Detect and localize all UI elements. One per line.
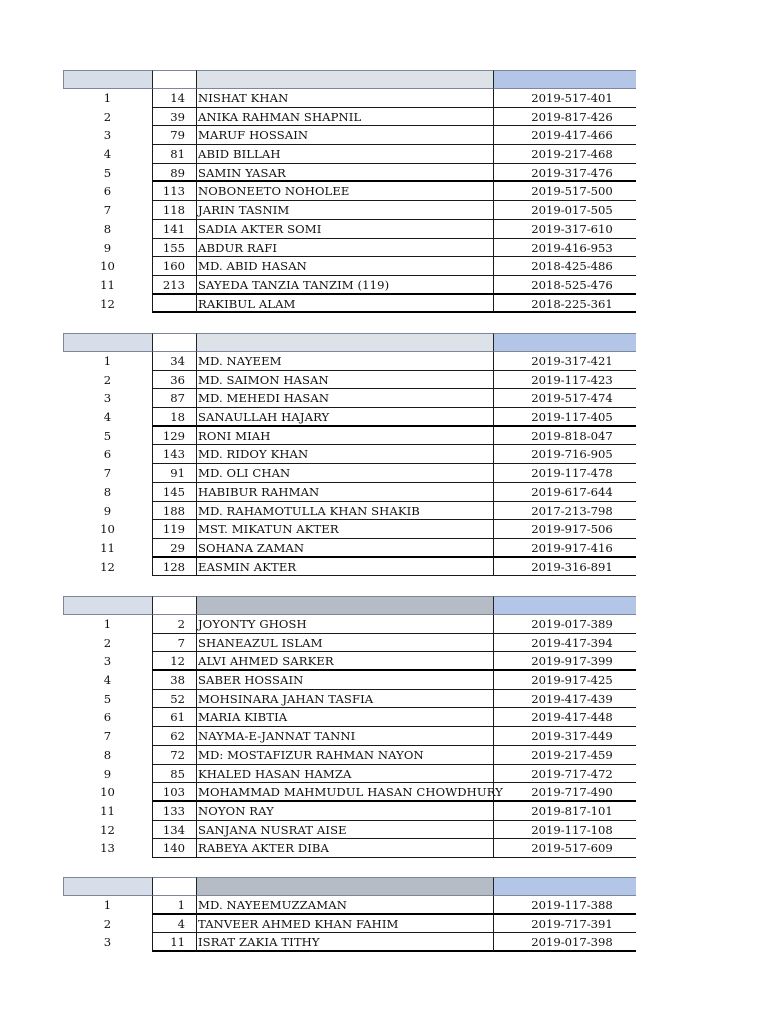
header-cell-roll — [152, 333, 197, 352]
serial-number: 1 — [103, 898, 112, 912]
header-cell-id — [493, 333, 636, 352]
student-id: 2019-517-474 — [493, 389, 636, 408]
header-cell-id — [493, 70, 636, 89]
student-name: NOYON RAY — [197, 802, 493, 821]
serial-number: 13 — [100, 841, 115, 856]
serial-number: 8 — [103, 747, 112, 762]
serial-number: 7 — [103, 466, 112, 481]
table-row — [63, 839, 636, 858]
serial-number: 9 — [103, 503, 112, 518]
student-id: 2019-117-478 — [493, 464, 636, 483]
serial-number: 7 — [103, 729, 112, 744]
serial-number: 3 — [103, 391, 112, 406]
serial-number: 10 — [100, 785, 115, 800]
serial-number: 4 — [103, 673, 112, 688]
serial-number: 10 — [100, 259, 115, 274]
group-header — [63, 333, 636, 352]
student-name: NISHAT KHAN — [197, 89, 493, 108]
student-name: EASMIN AKTER — [197, 558, 493, 577]
student-id: 2017-213-798 — [493, 502, 636, 521]
serial-number: 1 — [103, 354, 112, 368]
table-row — [63, 408, 636, 427]
table-row — [63, 352, 636, 371]
roll-number: 7 — [152, 634, 197, 653]
student-id: 2019-417-448 — [493, 708, 636, 727]
student-name: MOHSINARA JAHAN TASFIA — [197, 690, 493, 709]
table-row — [63, 933, 636, 952]
table-row — [63, 276, 636, 295]
serial-number: 3 — [103, 935, 112, 950]
roll-number: 118 — [152, 201, 197, 220]
roll-number: 29 — [152, 539, 197, 558]
roll-number: 160 — [152, 257, 197, 276]
roll-number: 38 — [152, 671, 197, 690]
student-id: 2019-517-609 — [493, 839, 636, 858]
serial-number: 2 — [103, 109, 112, 124]
student-name: MD. NAYEEMUZZAMAN — [197, 896, 493, 915]
group-table-2 — [63, 333, 636, 576]
student-id: 2019-818-047 — [493, 427, 636, 446]
student-name: MD. MEHEDI HASAN — [197, 389, 493, 408]
roll-number: 1 — [152, 896, 197, 915]
student-name: RONI MIAH — [197, 427, 493, 446]
header-cell-id — [493, 596, 636, 615]
table-row — [63, 164, 636, 183]
student-id: 2019-417-394 — [493, 634, 636, 653]
roll-number: 140 — [152, 839, 197, 858]
student-name: MD. RIDOY KHAN — [197, 445, 493, 464]
roll-number: 91 — [152, 464, 197, 483]
table-row — [63, 464, 636, 483]
student-id: 2018-425-486 — [493, 257, 636, 276]
roll-number: 213 — [152, 276, 197, 295]
roll-number: 81 — [152, 145, 197, 164]
table-row — [63, 896, 636, 915]
student-name: HABIBUR RAHMAN — [197, 483, 493, 502]
student-id: 2019-117-108 — [493, 821, 636, 840]
table-row — [63, 539, 636, 558]
roll-number: 113 — [152, 182, 197, 201]
table-row — [63, 708, 636, 727]
serial-number: 6 — [103, 184, 112, 199]
serial-number: 10 — [100, 522, 115, 537]
group-rows — [63, 896, 636, 952]
student-id: 2019-316-891 — [493, 558, 636, 577]
header-cell-name — [197, 70, 493, 89]
student-id: 2019-117-405 — [493, 408, 636, 427]
table-row — [63, 520, 636, 539]
table-row — [63, 371, 636, 390]
roll-number: 133 — [152, 802, 197, 821]
serial-number: 6 — [103, 710, 112, 725]
table-row — [63, 821, 636, 840]
roll-number: 79 — [152, 126, 197, 145]
student-name: ALVI AHMED SARKER — [197, 652, 493, 671]
student-id: 2019-417-439 — [493, 690, 636, 709]
roll-number: 62 — [152, 727, 197, 746]
student-id: 2019-416-953 — [493, 239, 636, 258]
serial-number: 3 — [103, 128, 112, 143]
header-cell-roll — [152, 596, 197, 615]
table-row — [63, 915, 636, 934]
student-id: 2019-917-399 — [493, 652, 636, 671]
table-row — [63, 746, 636, 765]
student-id: 2019-517-500 — [493, 182, 636, 201]
roll-number: 141 — [152, 220, 197, 239]
roll-number: 34 — [152, 352, 197, 371]
serial-number: 9 — [103, 766, 112, 781]
table-row — [63, 652, 636, 671]
roll-number: 145 — [152, 483, 197, 502]
student-name: RAKIBUL ALAM — [197, 295, 493, 314]
table-row — [63, 201, 636, 220]
student-name: ABDUR RAFI — [197, 239, 493, 258]
student-id: 2019-317-476 — [493, 164, 636, 183]
student-name: SHANEAZUL ISLAM — [197, 634, 493, 653]
serial-number: 5 — [103, 165, 112, 180]
table-row — [63, 690, 636, 709]
student-name: MARIA KIBTIA — [197, 708, 493, 727]
serial-number: 2 — [103, 635, 112, 650]
roll-number: 4 — [152, 915, 197, 934]
group-header — [63, 877, 636, 896]
roll-number: 36 — [152, 371, 197, 390]
group-header — [63, 596, 636, 615]
student-name: SABER HOSSAIN — [197, 671, 493, 690]
student-name: JOYONTY GHOSH — [197, 615, 493, 634]
serial-number: 8 — [103, 484, 112, 499]
header-cell-serial — [63, 596, 152, 615]
header-cell-id — [493, 877, 636, 896]
roll-number: 52 — [152, 690, 197, 709]
student-id: 2019-917-425 — [493, 671, 636, 690]
roll-number: 72 — [152, 746, 197, 765]
student-id: 2019-617-644 — [493, 483, 636, 502]
table-row — [63, 389, 636, 408]
table-row — [63, 615, 636, 634]
student-id: 2019-217-459 — [493, 746, 636, 765]
student-id: 2019-317-610 — [493, 220, 636, 239]
student-id: 2018-525-476 — [493, 276, 636, 295]
serial-number: 1 — [103, 617, 112, 631]
table-row — [63, 502, 636, 521]
table-row — [63, 634, 636, 653]
roll-number: 11 — [152, 933, 197, 952]
serial-number: 12 — [100, 822, 115, 837]
student-id: 2019-017-389 — [493, 615, 636, 634]
header-cell-name — [197, 596, 493, 615]
student-name: SANJANA NUSRAT AISE — [197, 821, 493, 840]
student-name: MARUF HOSSAIN — [197, 126, 493, 145]
roll-number: 2 — [152, 615, 197, 634]
roll-number: 12 — [152, 652, 197, 671]
group-table-4 — [63, 877, 636, 952]
group-rows — [63, 89, 636, 313]
student-id: 2019-817-426 — [493, 108, 636, 127]
roll-number: 39 — [152, 108, 197, 127]
header-cell-name — [197, 877, 493, 896]
group-table-1 — [63, 70, 636, 313]
table-row — [63, 558, 636, 577]
header-cell-name — [197, 333, 493, 352]
header-cell-roll — [152, 877, 197, 896]
student-name: MD. SAIMON HASAN — [197, 371, 493, 390]
student-name: MOHAMMAD MAHMUDUL HASAN CHOWDHURY — [197, 783, 493, 802]
student-id: 2019-317-421 — [493, 352, 636, 371]
serial-number: 5 — [103, 428, 112, 443]
table-row — [63, 783, 636, 802]
roll-number: 85 — [152, 765, 197, 784]
serial-number: 7 — [103, 203, 112, 218]
group-rows — [63, 615, 636, 858]
table-row — [63, 108, 636, 127]
header-cell-serial — [63, 70, 152, 89]
student-name: RABEYA AKTER DIBA — [197, 839, 493, 858]
student-id: 2019-517-401 — [493, 89, 636, 108]
student-id: 2019-717-472 — [493, 765, 636, 784]
student-id: 2019-717-391 — [493, 915, 636, 934]
table-row — [63, 727, 636, 746]
student-name: JARIN TASNIM — [197, 201, 493, 220]
student-id: 2019-917-506 — [493, 520, 636, 539]
table-row — [63, 765, 636, 784]
table-row — [63, 145, 636, 164]
roll-number: 61 — [152, 708, 197, 727]
student-name: ABID BILLAH — [197, 145, 493, 164]
student-id: 2019-717-490 — [493, 783, 636, 802]
student-name: MD: MOSTAFIZUR RAHMAN NAYON — [197, 746, 493, 765]
header-cell-serial — [63, 877, 152, 896]
table-row — [63, 671, 636, 690]
roll-number: 143 — [152, 445, 197, 464]
student-name: NOBONEETO NOHOLEE — [197, 182, 493, 201]
student-name: SANAULLAH HAJARY — [197, 408, 493, 427]
table-row — [63, 802, 636, 821]
table-row — [63, 445, 636, 464]
student-name: SAYEDA TANZIA TANZIM (119) — [197, 276, 493, 295]
serial-number: 6 — [103, 447, 112, 462]
student-name: ANIKA RAHMAN SHAPNIL — [197, 108, 493, 127]
serial-number: 2 — [103, 372, 112, 387]
student-name: MD. OLI CHAN — [197, 464, 493, 483]
serial-number: 4 — [103, 410, 112, 425]
student-name: KHALED HASAN HAMZA — [197, 765, 493, 784]
roll-number: 87 — [152, 389, 197, 408]
student-id: 2019-917-416 — [493, 539, 636, 558]
student-id: 2019-117-423 — [493, 371, 636, 390]
table-row — [63, 126, 636, 145]
table-row — [63, 220, 636, 239]
student-name: SOHANA ZAMAN — [197, 539, 493, 558]
table-row — [63, 295, 636, 314]
roll-number: 188 — [152, 502, 197, 521]
roll-number: 89 — [152, 164, 197, 183]
student-name: SADIA AKTER SOMI — [197, 220, 493, 239]
table-row — [63, 89, 636, 108]
student-id: 2019-716-905 — [493, 445, 636, 464]
serial-number: 8 — [103, 221, 112, 236]
serial-number: 12 — [100, 559, 115, 574]
serial-number: 9 — [103, 240, 112, 255]
serial-number: 4 — [103, 147, 112, 162]
roll-number: 103 — [152, 783, 197, 802]
table-row — [63, 239, 636, 258]
header-cell-serial — [63, 333, 152, 352]
student-name: SAMIN YASAR — [197, 164, 493, 183]
roll-number: 134 — [152, 821, 197, 840]
serial-number: 11 — [100, 277, 115, 292]
student-name: ISRAT ZAKIA TITHY — [197, 933, 493, 952]
student-name: MD. NAYEEM — [197, 352, 493, 371]
header-cell-roll — [152, 70, 197, 89]
roll-number — [152, 295, 197, 314]
roll-number: 128 — [152, 558, 197, 577]
roll-number: 155 — [152, 239, 197, 258]
student-id: 2019-217-468 — [493, 145, 636, 164]
student-name: MD. ABID HASAN — [197, 257, 493, 276]
roll-number: 18 — [152, 408, 197, 427]
student-id: 2019-317-449 — [493, 727, 636, 746]
student-id: 2018-225-361 — [493, 295, 636, 314]
roll-number: 129 — [152, 427, 197, 446]
serial-number: 12 — [100, 296, 115, 311]
student-name: MD. RAHAMOTULLA KHAN SHAKIB — [197, 502, 493, 521]
student-id: 2019-417-466 — [493, 126, 636, 145]
serial-number: 11 — [100, 803, 115, 818]
student-id: 2019-817-101 — [493, 802, 636, 821]
student-id: 2019-017-398 — [493, 933, 636, 952]
table-row — [63, 483, 636, 502]
serial-number: 1 — [103, 91, 112, 105]
group-table-3 — [63, 596, 636, 858]
serial-number: 3 — [103, 654, 112, 669]
serial-number: 11 — [100, 540, 115, 555]
student-name: MST. MIKATUN AKTER — [197, 520, 493, 539]
student-name: NAYMA-E-JANNAT TANNI — [197, 727, 493, 746]
table-row — [63, 427, 636, 446]
serial-number: 5 — [103, 691, 112, 706]
group-rows — [63, 352, 636, 576]
group-header — [63, 70, 636, 89]
table-row — [63, 257, 636, 276]
roll-number: 119 — [152, 520, 197, 539]
table-row — [63, 182, 636, 201]
student-name: TANVEER AHMED KHAN FAHIM — [197, 915, 493, 934]
student-id: 2019-017-505 — [493, 201, 636, 220]
student-id: 2019-117-388 — [493, 896, 636, 915]
roll-number: 14 — [152, 89, 197, 108]
serial-number: 2 — [103, 916, 112, 931]
